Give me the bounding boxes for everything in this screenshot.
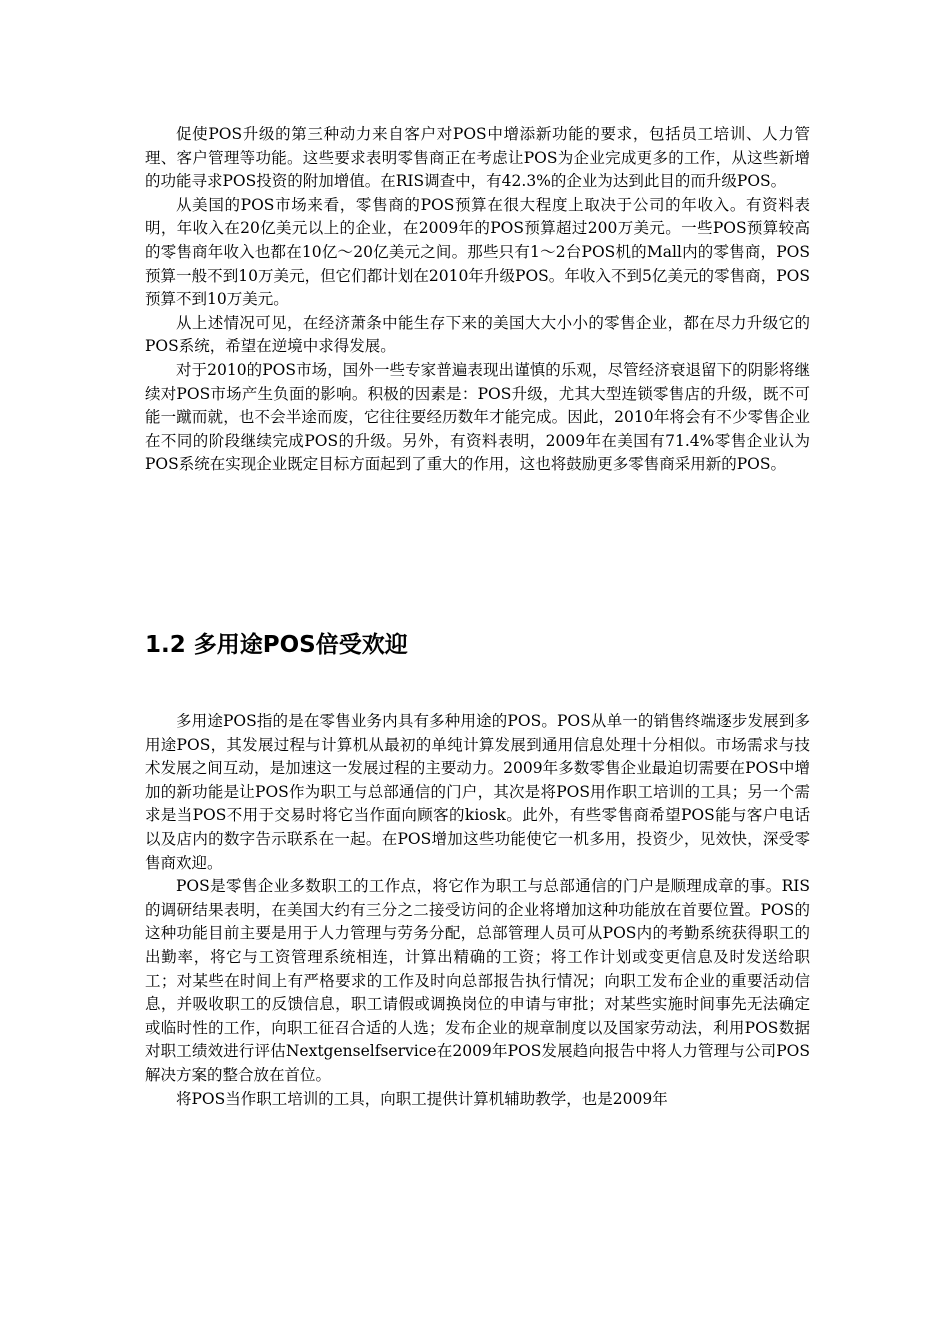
paragraph-2010-market-outlook: 对于2010的POS市场，国外一些专家普遍表现出谨慎的乐观，尽管经济衰退留下的阴影将继续对POS市场产生负面的影响。积极的因素是：POS升级，尤其大型连锁零售店的升级，既不可能一蹴而就，也不会半途而废，它往往要经历数年才能完成。因此，2010年将会有不少零售企业在不同的阶段继续完成POS的升级。另外，有资料表明，2009年在美国有71.4%零售企业认为POS系统在实现企业既定目标方面起到了重大的作用，这也将鼓励更多零售商采用新的POS。 [145,360,810,474]
paragraph-staff-communication-portal: POS是零售企业多数职工的工作点，将它作为职工与总部通信的门户是顺理成章的事。RIS的调研结果表明，在美国大约有三分之二接受访问的企业将增加这种功能放在首要位置。POS的这种功能目前主要是用于人力管理与劳务分配，总部管理人员可从POS内的考勤系统获得职工的出勤率，将它与工资管理系统相连，计算出精确的工资；将工作计划或变更信息及时发送给职工；对某些在时间上有严格要求的工作及时向总部报告执行情况；向职工发布企业的重要活动信息，并吸收职工的反馈信息，职工请假或调换岗位的申请与审批；对某些实施时间事先无法确定或临时性的工作，向职工征召合适的人选；发布企业的规章制度以及国家劳动法，利用POS数据对职工绩效进行评估Nextgenselfservice在2009年POS发展趋向报告中将人力管理与公司POS解决方案的整合放在首位。 [145,877,810,1084]
paragraph-retailers-upgrade: 从上述情况可见，在经济萧条中能生存下来的美国大大小小的零售企业，都在尽力升级它的POS系统，希望在逆境中求得发展。 [145,313,810,356]
body-section-after-heading [145,710,810,1111]
paragraph-multipurpose-pos: 多用途POS指的是在零售业务内具有多种用途的POS。POS从单一的销售终端逐步发展到多用途POS，其发展过程与计算机从最初的单纯计算发展到通用信息处理十分相似。市场需求与技术发展之间互动，是加速这一发展过程的主要动力。2009年多数零售企业最迫切需要在POS中增加的新功能是让POS作为职工与总部通信的门户，其次是将POS用作职工培训的工具；另一个需求是当POS不用于交易时将它当作面向顾客的kiosk。此外，有些零售商希望POS能与客户电话以及店内的数字告示联系在一起。在POS增加这些功能使它一机多用，投资少，见效快，深受零售商欢迎。 [145,712,810,872]
section-heading: 1.2 多用途POS倍受欢迎 [145,632,408,658]
paragraph-staff-training-tool: 将POS当作职工培训的工具，向职工提供计算机辅助教学，也是2009年 [176,1089,668,1108]
paragraph-us-pos-budget: 从美国的POS市场来看，零售商的POS预算在很大程度上取决于公司的年收入。有资料表明，年收入在20亿美元以上的企业，在2009年的POS预算超过200万美元。一些POS预算较高的零售商年收入也都在10亿～20亿美元之间。那些只有1～2台POS机的Mall内的零售商，POS预算一般不到10万美元，但它们都计划在2010年升级POS。年收入不到5亿美元的零售商，POS预算不到10万美元。 [145,195,810,309]
paragraph-pos-upgrade-drivers: 促使POS升级的第三种动力来自客户对POS中增添新功能的要求，包括员工培训、人力管理、客户管理等功能。这些要求表明零售商正在考虑让POS为企业完成更多的工作，从这些新增的功能寻求POS投资的附加增值。在RIS调查中，有42.3%的企业为达到此目的而升级POS。 [145,125,810,191]
body-section-before-heading [145,123,810,477]
